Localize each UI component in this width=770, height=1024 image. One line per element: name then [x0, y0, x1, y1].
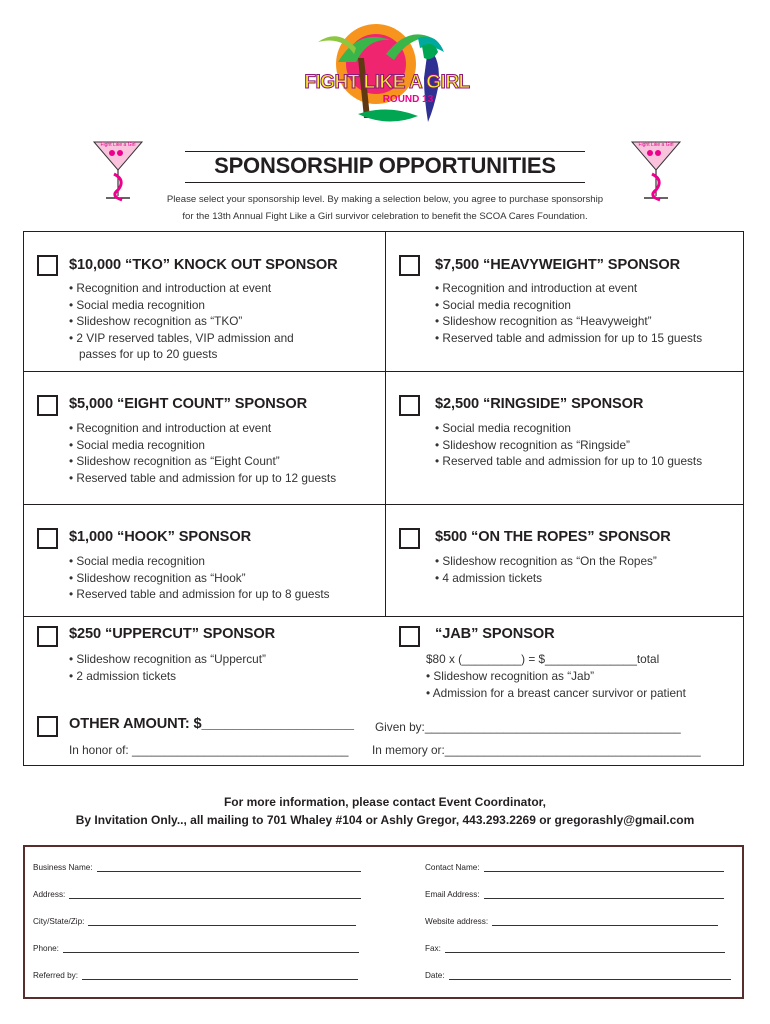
hook-benefits	[69, 553, 369, 603]
city-state-zip-field[interactable]	[33, 917, 356, 926]
referred-by-field[interactable]	[33, 971, 358, 980]
benefit-item: • Slideshow recognition as “Ringside”	[435, 437, 735, 454]
ringside-benefits	[435, 420, 735, 470]
benefit-item: • Social media recognition	[69, 437, 369, 454]
website-address-label: Website address:	[425, 917, 489, 926]
benefit-item: • Social media recognition	[69, 553, 369, 570]
email-address-label: Email Address:	[425, 890, 480, 899]
city-state-zip-label: City/State/Zip:	[33, 917, 85, 926]
benefit-item: • Reserved table and admission for up to 12 guests	[69, 470, 369, 487]
benefit-item: • Recognition and introduction at event	[69, 280, 319, 297]
grid-divider	[24, 616, 743, 617]
benefit-item: • Recognition and introduction at event	[69, 420, 369, 437]
sponsorship-grid	[23, 231, 744, 766]
benefit-item: • 4 admission tickets	[435, 570, 735, 587]
title-rule-top	[185, 151, 585, 152]
logo-subtext: ROUND 13	[382, 94, 434, 105]
fax-label: Fax:	[425, 944, 441, 953]
glass-badge-text: Fight Like a Girl	[100, 142, 136, 148]
address-field[interactable]	[33, 890, 361, 899]
ringside-sponsor-title: $2,500 “RINGSIDE” SPONSOR	[435, 396, 644, 412]
contact-name-label: Contact Name:	[425, 863, 480, 872]
intro-text	[100, 191, 670, 225]
eight-count-sponsor-checkbox[interactable]	[37, 395, 58, 416]
on-the-ropes-sponsor-title: $500 “ON THE ROPES” SPONSOR	[435, 529, 671, 545]
contact-line-2: By Invitation Only.., all mailing to 701 Whaley #104 or Ashly Gregor, 443.293.2269 or gregorashly@gmail.com	[75, 813, 695, 827]
contact-name-field[interactable]	[425, 863, 724, 872]
benefit-item: • 2 VIP reserved tables, VIP admission and passes for up to 20 guests	[69, 330, 319, 363]
benefit-item: • Reserved table and admission for up to 15 guests	[435, 330, 735, 347]
address-label: Address:	[33, 890, 66, 899]
sponsor-info-form	[23, 845, 744, 999]
benefit-item: • Slideshow recognition as “Jab”	[426, 668, 736, 685]
benefit-item: • Slideshow recognition as “Heavyweight”	[435, 313, 735, 330]
in-honor-of-field[interactable]: In honor of: _________________________________	[69, 743, 349, 757]
tko-sponsor-checkbox[interactable]	[37, 255, 58, 276]
other-amount-checkbox[interactable]	[37, 716, 58, 737]
logo-text: FIGHT LIKE A GIRL	[304, 72, 470, 93]
grid-divider-vertical	[385, 232, 386, 616]
business-name-label: Business Name:	[33, 863, 93, 872]
business-name-field[interactable]	[33, 863, 361, 872]
uppercut-sponsor-checkbox[interactable]	[37, 626, 58, 647]
benefit-item: • Slideshow recognition as “Hook”	[69, 570, 369, 587]
jab-sponsor-checkbox[interactable]	[399, 626, 420, 647]
fight-like-a-girl-logo	[298, 18, 478, 134]
hook-sponsor-title: $1,000 “HOOK” SPONSOR	[69, 529, 252, 545]
benefit-item: • Slideshow recognition as “TKO”	[69, 313, 319, 330]
contact-line-1: For more information, please contact Event Coordinator,	[223, 795, 547, 809]
heavyweight-sponsor-checkbox[interactable]	[399, 255, 420, 276]
fax-field[interactable]	[425, 944, 725, 953]
hook-sponsor-checkbox[interactable]	[37, 528, 58, 549]
date-field[interactable]	[425, 971, 731, 980]
website-address-field[interactable]	[425, 917, 718, 926]
benefit-item: • Slideshow recognition as “Eight Count”	[69, 453, 369, 470]
heavyweight-sponsor-title: $7,500 “HEAVYWEIGHT” SPONSOR	[435, 257, 681, 273]
eight-count-sponsor-title: $5,000 “EIGHT COUNT” SPONSOR	[69, 396, 308, 412]
benefit-item: • Slideshow recognition as “On the Ropes”	[435, 553, 735, 570]
heavyweight-benefits	[435, 280, 735, 346]
contact-info	[0, 793, 770, 829]
benefit-item: • Recognition and introduction at event	[435, 280, 735, 297]
benefit-item: • Reserved table and admission for up to 8 guests	[69, 586, 369, 603]
tko-benefits	[69, 280, 319, 363]
intro-line-2: for the 13th Annual Fight Like a Girl survivor celebration to benefit the SCOA Cares Foundation.	[182, 211, 588, 222]
given-by-field[interactable]: Given by:_______________________________________	[375, 720, 681, 734]
benefit-item: • Social media recognition	[435, 420, 735, 437]
other-amount-field[interactable]: OTHER AMOUNT: $___________________	[69, 716, 354, 732]
benefit-item: • Reserved table and admission for up to 10 guests	[435, 453, 735, 470]
grid-divider	[24, 371, 743, 372]
on-the-ropes-benefits	[435, 553, 735, 586]
benefit-item: • Admission for a breast cancer survivor or patient	[426, 685, 736, 702]
jab-total-calc[interactable]: $80 x (_________) = $______________total	[426, 652, 660, 666]
tko-sponsor-title: $10,000 “TKO” KNOCK OUT SPONSOR	[69, 257, 338, 273]
phone-field[interactable]	[33, 944, 359, 953]
grid-divider	[24, 504, 743, 505]
glass-badge-text: Fight Like a Girl	[638, 142, 674, 148]
in-memory-of-field[interactable]: In memory or:_______________________________________	[372, 743, 701, 757]
page-title: SPONSORSHIP OPPORTUNITIES	[214, 153, 556, 178]
benefit-item: • Slideshow recognition as “Uppercut”	[69, 651, 369, 668]
title-rule-bottom	[185, 182, 585, 183]
benefit-item: • Social media recognition	[435, 297, 735, 314]
jab-sponsor-title: “JAB” SPONSOR	[435, 626, 555, 642]
referred-by-label: Referred by:	[33, 971, 79, 980]
jab-benefits	[426, 668, 736, 701]
ringside-sponsor-checkbox[interactable]	[399, 395, 420, 416]
benefit-item: • Social media recognition	[69, 297, 319, 314]
uppercut-benefits	[69, 651, 369, 684]
eight-count-benefits	[69, 420, 369, 486]
intro-line-1: Please select your sponsorship level. By making a selection below, you agree to purchase sponsorship	[166, 194, 604, 205]
uppercut-sponsor-title: $250 “UPPERCUT” SPONSOR	[69, 626, 276, 642]
date-label: Date:	[425, 971, 445, 980]
on-the-ropes-sponsor-checkbox[interactable]	[399, 528, 420, 549]
phone-label: Phone:	[33, 944, 59, 953]
benefit-item: • 2 admission tickets	[69, 668, 369, 685]
email-address-field[interactable]	[425, 890, 724, 899]
